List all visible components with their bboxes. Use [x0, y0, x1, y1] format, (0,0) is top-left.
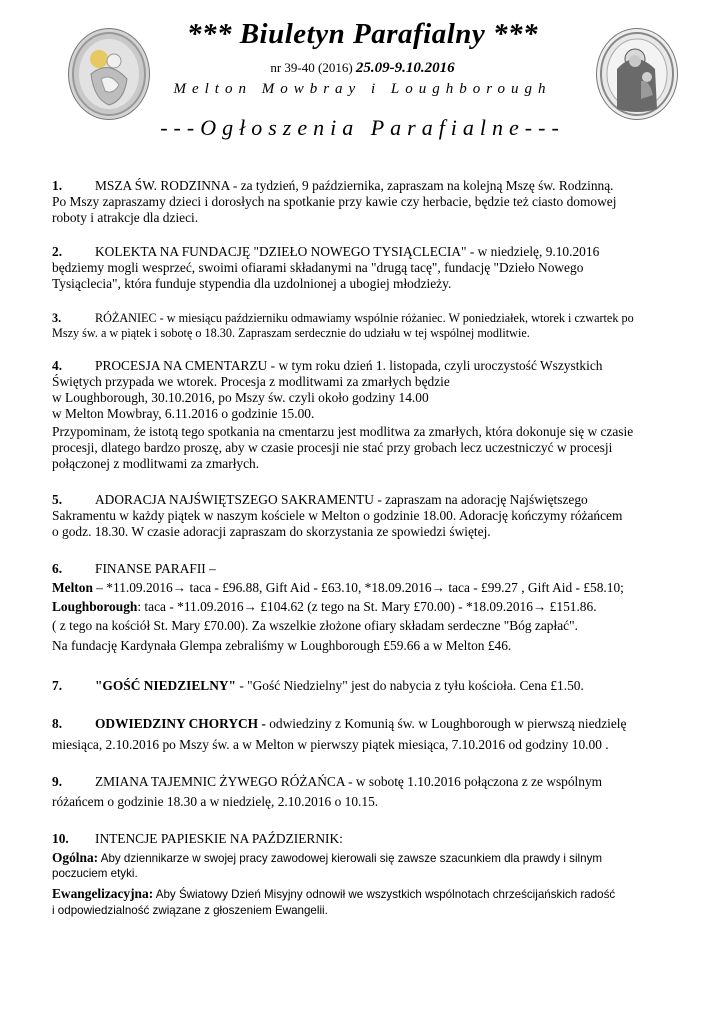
- issue-line: [0, 60, 725, 77]
- item-10-title: 10. INTENCJE PAPIESKIE NA PAŹDZIERNIK:: [52, 831, 343, 846]
- item-2-line-1: 2. KOLEKTA NA FUNDACJĘ "DZIEŁO NOWEGO TYSIĄCLECIA" - w niedzielę, 9.10.2016: [52, 244, 600, 259]
- general-intention-line-1: Ogólna: Aby dziennikarze w swojej pracy zawodowej kierowali się zawsze szacunkiem dla prawdy i silnym: [52, 850, 603, 865]
- item-6-line-4: Na fundację Kardynała Glempa zebraliśmy w Loughborough £59.66 a w Melton £46.: [52, 638, 512, 653]
- loughborough-finance-line: Loughborough: taca - *11.09.2016→ £104.62 (z tego na St. Mary £70.00) - *18.09.2016→ £151.86.: [52, 599, 597, 614]
- item-4-line-7: połączonej z modlitwami za zmarłych.: [52, 456, 260, 471]
- parish-places: Melton Mowbray i Loughborough: [173, 81, 552, 97]
- item-2-line-2: będziemy mogli wesprzeć, swoimi ofiarami składanymi na "drugą tacę", fundację "Dzieło Nowego: [52, 260, 584, 275]
- item-3-line-1: 3. RÓŻANIEC - w miesiącu październiku odmawiamy wspólnie różaniec. W poniedziałek, wtorek i czwartek po: [52, 311, 634, 325]
- item-4-line-1: 4. PROCESJA NA CMENTARZU - w tym roku dzień 1. listopada, czyli uroczystość Wszystkich: [52, 358, 603, 373]
- item-6-line-3: ( z tego na kościół St. Mary £70.00). Za wszelkie złożone ofiary składam serdeczne "Bóg zapłać".: [52, 618, 578, 633]
- melton-finance-line: Melton – *11.09.2016→ taca - £96.88, Gift Aid - £63.10, *18.09.2016→ taca - £99.27 , Gift Aid - £58.10;: [52, 580, 624, 595]
- item-9-line-1: 9. ZMIANA TAJEMNIC ŻYWEGO RÓŻAŃCA - w sobotę 1.10.2016 połączona z ze wspólnym: [52, 774, 603, 789]
- general-intention-line-2: poczuciem etyki.: [52, 867, 138, 880]
- item-8-line-2: miesiąca, 2.10.2016 po Mszy św. a w Melton w pierwszy piątek miesiąca, 7.10.2016 od godziny 10.00 .: [52, 737, 609, 752]
- item-5-line-1: 5. ADORACJA NAJŚWIĘTSZEGO SAKRAMENTU - zapraszam na adorację Najświętszego: [52, 492, 588, 507]
- item-9-line-2: różańcem o godzinie 18.30 a w niedzielę, 2.10.2016 o 10.15.: [52, 794, 379, 809]
- issue-dates: 25.09-9.10.2016: [355, 60, 455, 76]
- item-4-line-6: procesji, dlatego bardzo proszę, aby w czasie procesji nie stać przy grobach lecz uczestniczyć w procesji: [52, 440, 613, 455]
- item-4-line-2: Świętych przypada we wtorek. Procesja z modlitwami za zmarłych będzie: [52, 374, 450, 389]
- item-5-line-3: o godz. 18.30. W czasie adoracji zapraszam do skorzystania ze spowiedzi świętej.: [52, 524, 491, 539]
- evangelization-intention-line-2: i odpowiedzialność związane z głoszeniem Ewangelii.: [52, 904, 328, 917]
- item-3-line-2: Mszy św. a w piątek i sobotę o 18.30. Zapraszam serdecznie do udziału w tej wspólnej modlitwie.: [52, 326, 530, 340]
- item-2-line-3: Tysiąclecia", która funduje stypendia dla uzdolnionej a ubogiej młodzieży.: [52, 276, 452, 291]
- item-6-title: 6. FINANSE PARAFII –: [52, 561, 216, 576]
- item-5-line-2: Sakramentu w każdy piątek w naszym kościele w Melton o godzinie 18.00. Adorację kończymy różańcem: [52, 508, 623, 523]
- item-8-line-1: 8. ODWIEDZINY CHORYCH - odwiedziny z Komunią św. w Loughborough w pierwszą niedzielę: [52, 716, 627, 731]
- item-4-line-4: w Melton Mowbray, 6.11.2016 o godzinie 15.00.: [52, 406, 315, 421]
- item-7-line: 7. "GOŚĆ NIEDZIELNY" - "Gość Niedzielny" jest do nabycia z tyłu kościoła. Cena £1.50.: [52, 678, 584, 693]
- issue-number: nr 39-40 (2016): [270, 60, 353, 75]
- item-4-line-5: Przypominam, że istotą tego spotkania na cmentarzu jest modlitwa za zmarłych, która dokonuje się w czasie: [52, 424, 634, 439]
- evangelization-intention-line-1: Ewangelizacyjna: Aby Światowy Dzień Misyjny odnowił we wszystkich wspólnotach chrześcijańskich radość: [52, 886, 616, 901]
- bulletin-title: *** Biuletyn Parafialny ***: [186, 18, 539, 50]
- item-1-line-2: Po Mszy zapraszamy dzieci i dorosłych na spotkanie przy kawie czy herbacie, będzie też ciasto domowej: [52, 194, 617, 209]
- announcements-heading: ---Ogłoszenia Parafialne---: [160, 115, 565, 140]
- item-1-line-1: 1. MSZA ŚW. RODZINNA - za tydzień, 9 października, zapraszam na kolejną Mszę św. Rodzinną.: [52, 178, 614, 193]
- item-1-line-3: roboty i atrakcje dla dzieci.: [52, 210, 199, 225]
- item-4-line-3: w Loughborough, 30.10.2016, po Mszy św. czyli około godziny 14.00: [52, 390, 429, 405]
